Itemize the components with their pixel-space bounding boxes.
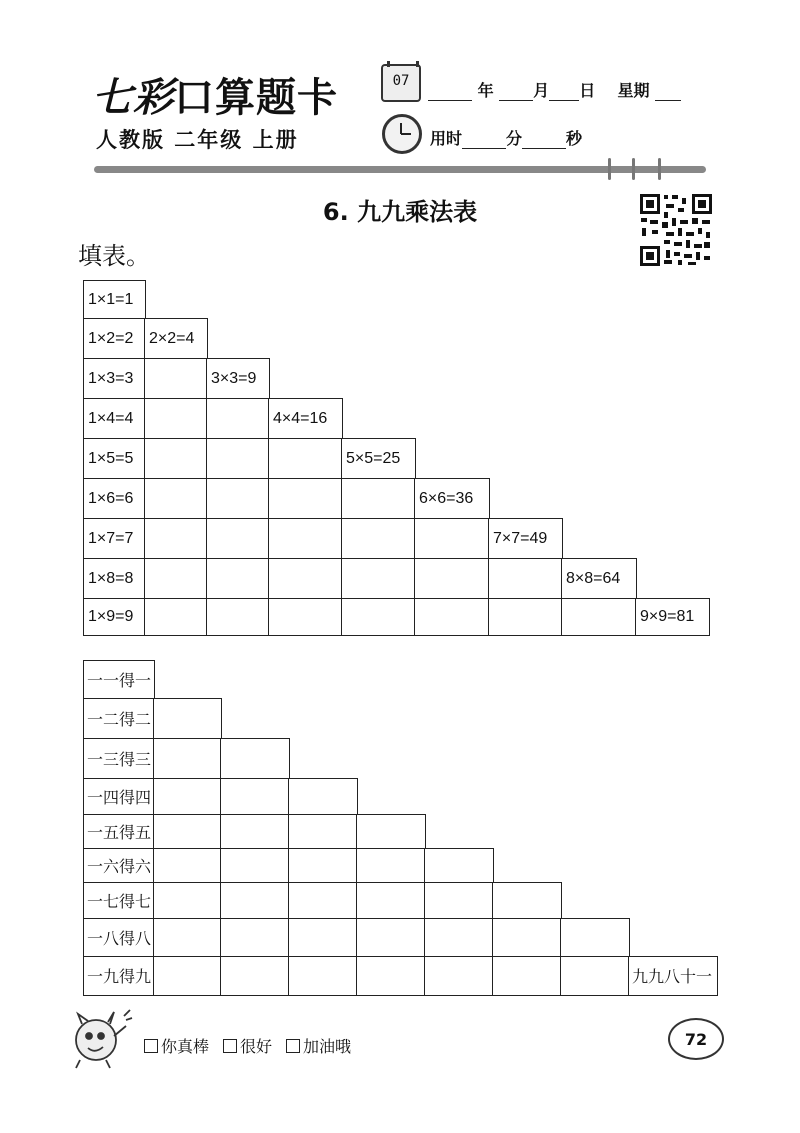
rhyme-cell-r6-c4[interactable] <box>288 848 358 884</box>
rhyme-cell-r8-c2[interactable] <box>153 918 222 958</box>
rhyme-cell-r2-c1: 一二得二 <box>83 698 155 740</box>
rhyme-cell-r1-c1: 一一得一 <box>83 660 155 700</box>
rhyme-cell-r9-c7[interactable] <box>492 956 562 996</box>
mult-cell-r4-c1: 1×4=4 <box>83 398 146 440</box>
date-fill-line <box>428 78 681 101</box>
mult-cell-r8-c8: 8×8=64 <box>561 558 637 600</box>
rhyme-cell-r4-c1: 一四得四 <box>83 778 155 816</box>
rhyme-cell-r3-c3[interactable] <box>220 738 290 780</box>
page-title: 6. 九九乘法表 <box>322 198 478 226</box>
mult-cell-r4-c2[interactable] <box>144 398 208 440</box>
mult-cell-r9-c6[interactable] <box>414 598 490 636</box>
mult-cell-r8-c5[interactable] <box>341 558 416 600</box>
self-evaluation <box>144 1034 351 1057</box>
mult-cell-r3-c2[interactable] <box>144 358 208 400</box>
option-good-label: 很好 <box>240 1037 273 1056</box>
rhyme-cell-r8-c7[interactable] <box>492 918 562 958</box>
rhyme-cell-r5-c1: 一五得五 <box>83 814 155 850</box>
mult-cell-r8-c7[interactable] <box>488 558 563 600</box>
rhyme-cell-r8-c5[interactable] <box>356 918 426 958</box>
rhyme-cell-r9-c4[interactable] <box>288 956 358 996</box>
mult-cell-r7-c2[interactable] <box>144 518 208 560</box>
rhyme-cell-r4-c3[interactable] <box>220 778 290 816</box>
rhyme-cell-r5-c3[interactable] <box>220 814 290 850</box>
brand-logo <box>92 66 338 123</box>
rhyme-cell-r8-c6[interactable] <box>424 918 494 958</box>
rhyme-cell-r4-c4[interactable] <box>288 778 358 816</box>
option-keep-going-label: 加油哦 <box>303 1037 352 1056</box>
rhyme-cell-r9-c6[interactable] <box>424 956 494 996</box>
mult-cell-r5-c4[interactable] <box>268 438 343 480</box>
rhyme-cell-r5-c2[interactable] <box>153 814 222 850</box>
mult-cell-r6-c6: 6×6=36 <box>414 478 490 520</box>
rhyme-cell-r9-c1: 一九得九 <box>83 956 155 996</box>
option-great-label: 你真棒 <box>161 1037 210 1056</box>
rhyme-cell-r7-c6[interactable] <box>424 882 494 920</box>
brand-logo-qi: 七彩 <box>92 74 174 121</box>
rhyme-cell-r7-c2[interactable] <box>153 882 222 920</box>
rhyme-cell-r6-c5[interactable] <box>356 848 426 884</box>
rhyme-cell-r3-c2[interactable] <box>153 738 222 780</box>
date-weekday-label: 星期 <box>617 81 650 100</box>
qr-code-icon[interactable] <box>638 192 714 268</box>
mult-cell-r6-c1: 1×6=6 <box>83 478 146 520</box>
mult-cell-r9-c7[interactable] <box>488 598 563 636</box>
mascot-illustration-icon <box>68 1006 134 1070</box>
time-min-label: 分 <box>506 129 523 148</box>
mult-cell-r7-c5[interactable] <box>341 518 416 560</box>
rhyme-cell-r9-c8[interactable] <box>560 956 630 996</box>
mult-cell-r9-c5[interactable] <box>341 598 416 636</box>
rhyme-cell-r9-c5[interactable] <box>356 956 426 996</box>
mult-cell-r8-c1: 1×8=8 <box>83 558 146 600</box>
option-keep-going[interactable] <box>286 1034 351 1057</box>
edition-subtitle: 人教版 二年级 上册 <box>96 128 299 152</box>
rhyme-cell-r9-c2[interactable] <box>153 956 222 996</box>
date-year-label: 年 <box>477 81 494 100</box>
rhyme-cell-r7-c3[interactable] <box>220 882 290 920</box>
time-fill-line <box>430 126 582 149</box>
rhyme-cell-r7-c7[interactable] <box>492 882 562 920</box>
mult-cell-r9-c3[interactable] <box>206 598 270 636</box>
option-good[interactable] <box>223 1034 272 1057</box>
rhyme-cell-r7-c1: 一七得七 <box>83 882 155 920</box>
mult-cell-r4-c3[interactable] <box>206 398 270 440</box>
rhyme-cell-r6-c1: 一六得六 <box>83 848 155 884</box>
rhyme-cell-r7-c4[interactable] <box>288 882 358 920</box>
rhyme-cell-r8-c4[interactable] <box>288 918 358 958</box>
mult-cell-r5-c3[interactable] <box>206 438 270 480</box>
rhyme-cell-r9-c9: 九九八十一 <box>628 956 718 996</box>
mult-cell-r8-c6[interactable] <box>414 558 490 600</box>
rhyme-cell-r3-c1: 一三得三 <box>83 738 155 780</box>
mult-cell-r6-c2[interactable] <box>144 478 208 520</box>
calendar-day: 07 <box>392 73 410 89</box>
mult-cell-r3-c1: 1×3=3 <box>83 358 146 400</box>
mult-cell-r9-c2[interactable] <box>144 598 208 636</box>
mult-cell-r7-c1: 1×7=7 <box>83 518 146 560</box>
mult-cell-r8-c4[interactable] <box>268 558 343 600</box>
page-number: 72 <box>668 1018 724 1060</box>
date-month-label: 月 <box>533 81 550 100</box>
rhyme-cell-r5-c4[interactable] <box>288 814 358 850</box>
rhyme-cell-r8-c3[interactable] <box>220 918 290 958</box>
rhyme-cell-r6-c2[interactable] <box>153 848 222 884</box>
mult-cell-r9-c4[interactable] <box>268 598 343 636</box>
clock-icon <box>382 114 422 154</box>
time-sec-label: 秒 <box>566 129 583 148</box>
mult-cell-r9-c9: 9×9=81 <box>635 598 710 636</box>
mult-cell-r6-c5[interactable] <box>341 478 416 520</box>
rhyme-cell-r8-c8[interactable] <box>560 918 630 958</box>
mult-cell-r7-c7: 7×7=49 <box>488 518 563 560</box>
checkbox-keep-going[interactable] <box>286 1039 300 1053</box>
mult-cell-r3-c3: 3×3=9 <box>206 358 270 400</box>
mult-cell-r2-c2: 2×2=4 <box>144 318 208 360</box>
rhyme-cell-r7-c5[interactable] <box>356 882 426 920</box>
rhyme-cell-r6-c6[interactable] <box>424 848 494 884</box>
mult-cell-r5-c1: 1×5=5 <box>83 438 146 480</box>
mult-cell-r7-c4[interactable] <box>268 518 343 560</box>
calendar-icon <box>381 64 421 102</box>
time-label: 用时 <box>430 129 463 148</box>
mult-cell-r6-c3[interactable] <box>206 478 270 520</box>
checkbox-great[interactable] <box>144 1039 158 1053</box>
mult-cell-r7-c3[interactable] <box>206 518 270 560</box>
rhyme-cell-r9-c3[interactable] <box>220 956 290 996</box>
mult-cell-r6-c4[interactable] <box>268 478 343 520</box>
rhyme-cell-r5-c5[interactable] <box>356 814 426 850</box>
mult-cell-r2-c1: 1×2=2 <box>83 318 146 360</box>
mult-cell-r9-c1: 1×9=9 <box>83 598 146 636</box>
rhyme-cell-r4-c2[interactable] <box>153 778 222 816</box>
mult-cell-r5-c5: 5×5=25 <box>341 438 416 480</box>
mult-cell-r9-c8[interactable] <box>561 598 637 636</box>
mult-cell-r8-c2[interactable] <box>144 558 208 600</box>
mult-cell-r7-c6[interactable] <box>414 518 490 560</box>
mult-cell-r4-c4: 4×4=16 <box>268 398 343 440</box>
date-day-label: 日 <box>579 81 596 100</box>
mult-cell-r1-c1: 1×1=1 <box>83 280 146 320</box>
header-divider <box>94 166 706 173</box>
rhyme-cell-r2-c2[interactable] <box>153 698 222 740</box>
rhyme-cell-r6-c3[interactable] <box>220 848 290 884</box>
brand-logo-rest: 口算题卡 <box>174 74 338 121</box>
rhyme-cell-r8-c1: 一八得八 <box>83 918 155 958</box>
instruction-text: 填表。 <box>78 242 150 270</box>
option-great[interactable] <box>144 1034 209 1057</box>
mult-cell-r8-c3[interactable] <box>206 558 270 600</box>
checkbox-good[interactable] <box>223 1039 237 1053</box>
mult-cell-r5-c2[interactable] <box>144 438 208 480</box>
